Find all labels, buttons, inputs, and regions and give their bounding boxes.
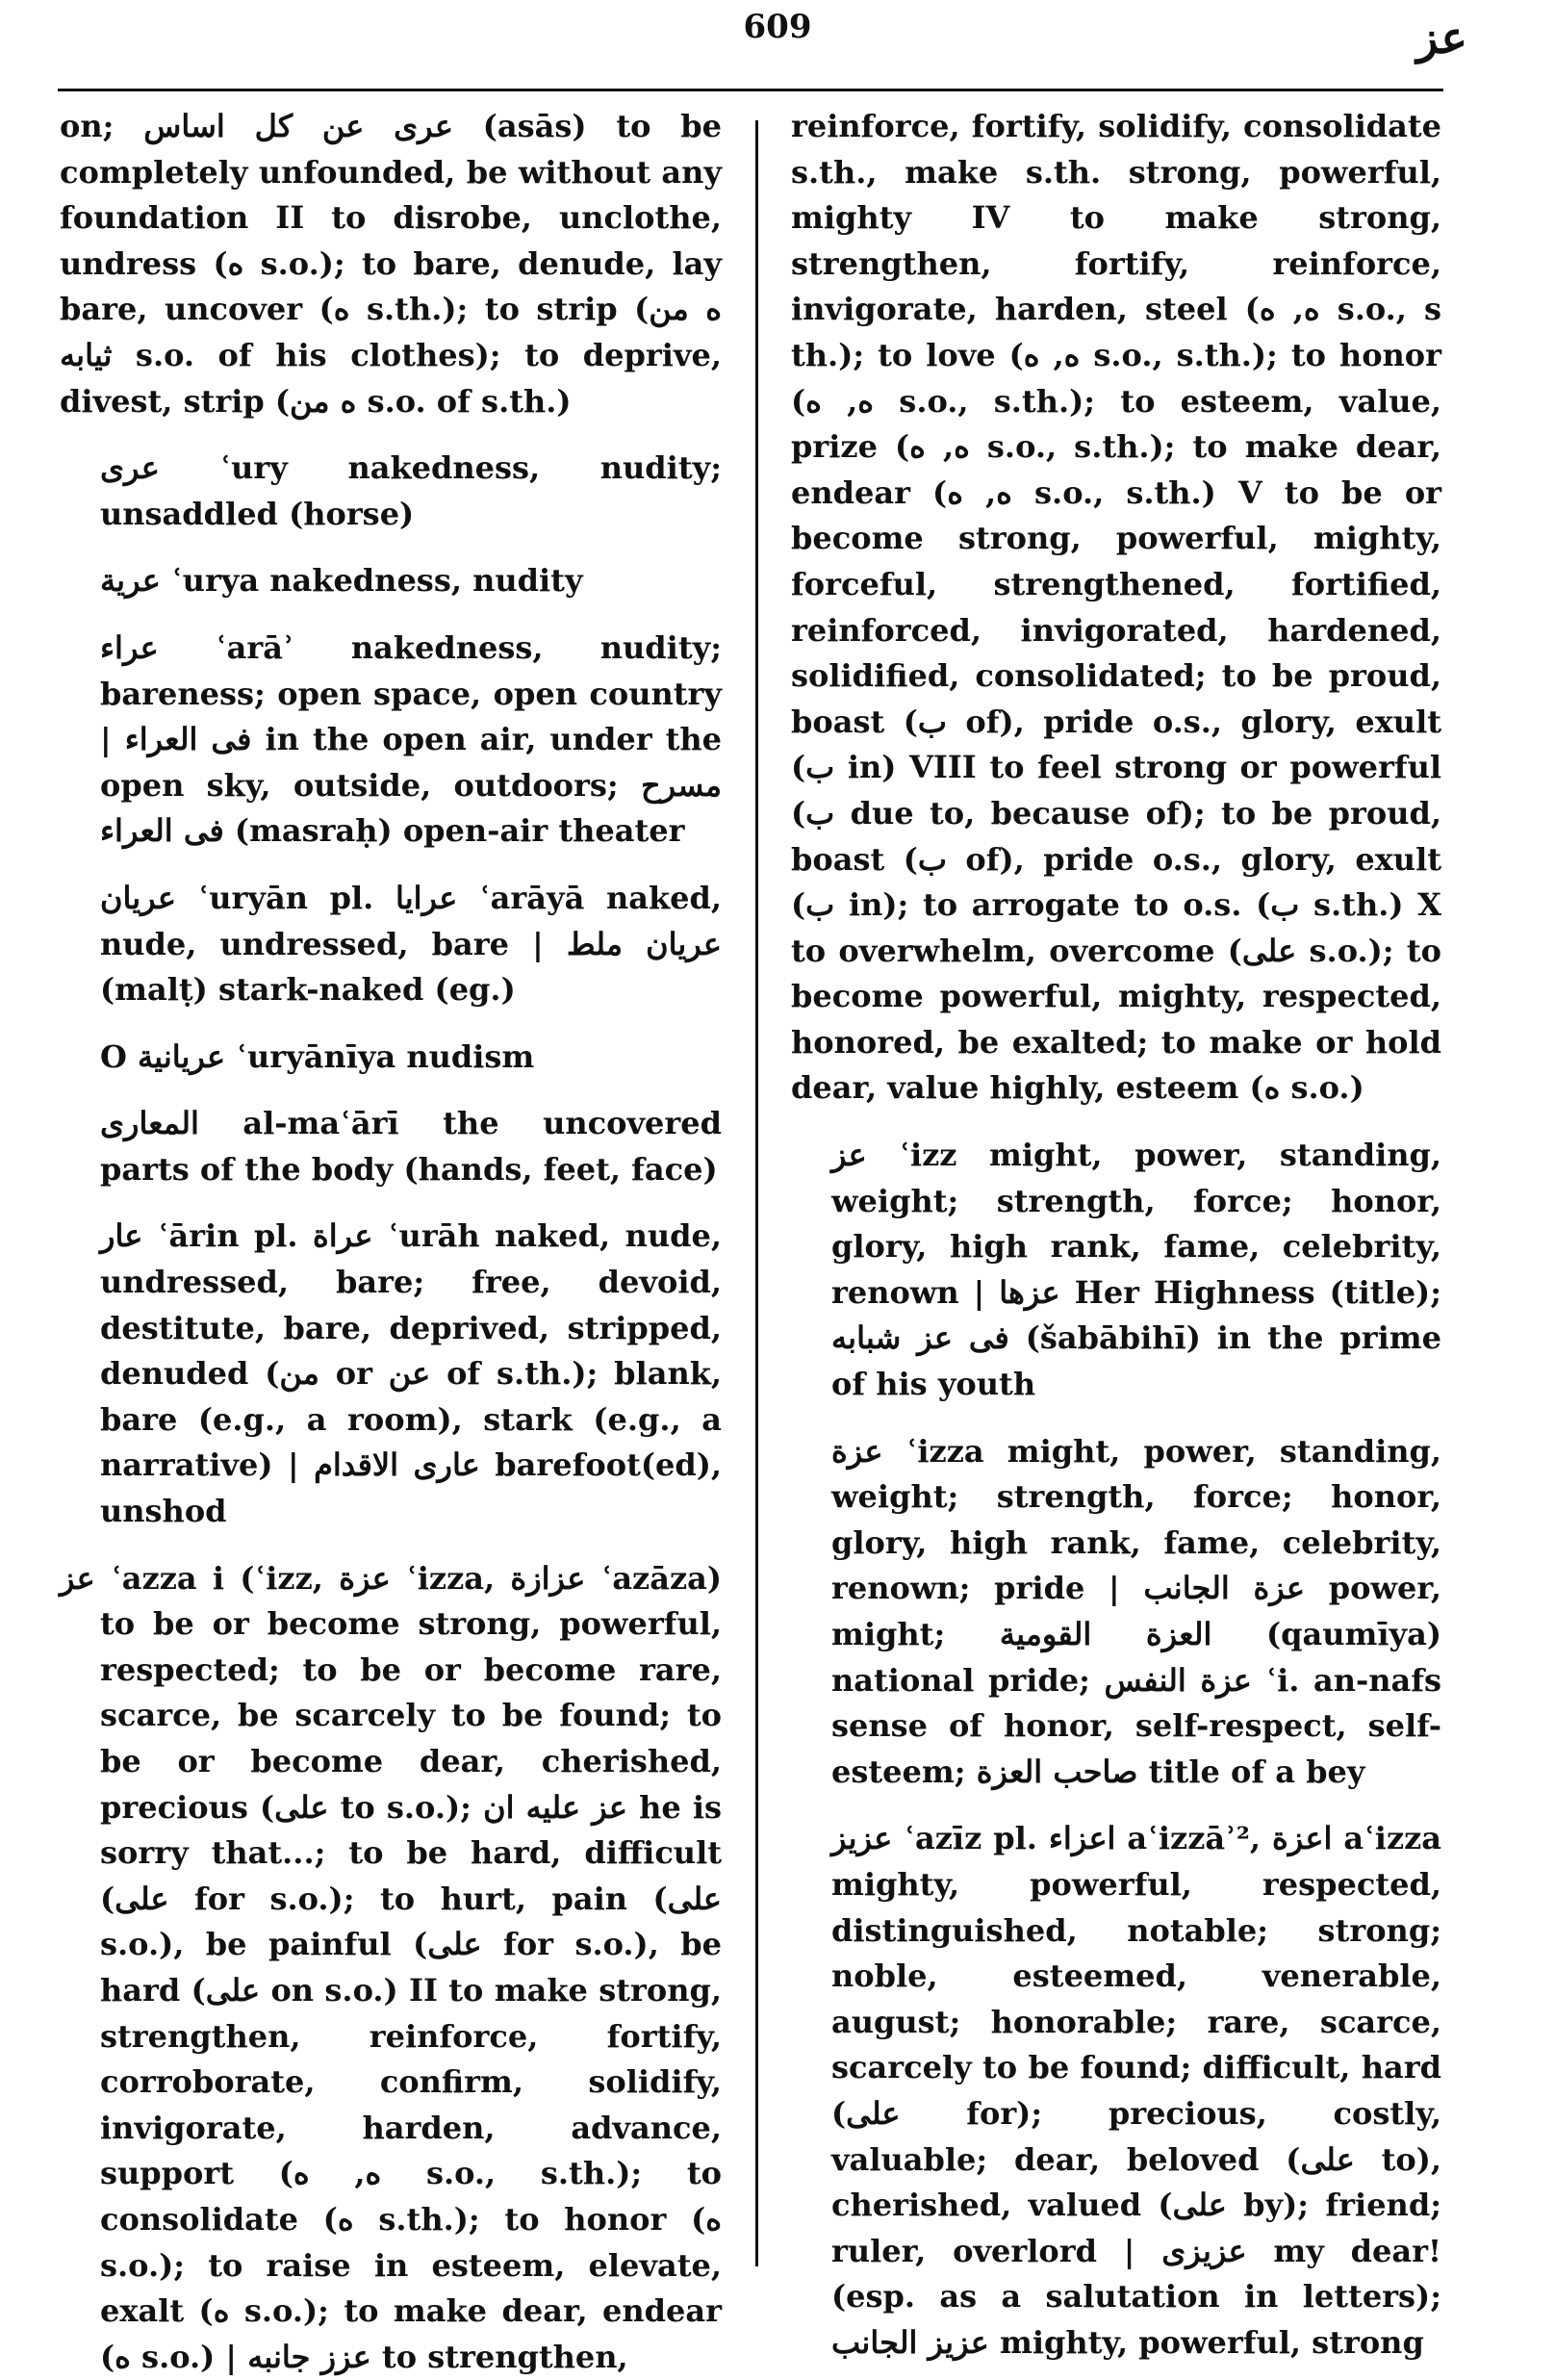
entry-aziz: عزيز ʿazīz pl. اعزاء aʿizzāʾ², اعزة aʿizza mighty, powerful, respected, distinguished, notable; strong; noble, esteemed, venerable, august; honorable; rare, scarce, scarcely to be found; difficult, hard (على for); precious, costly, valuable; dear, beloved (على to), cherished, valued (على by); friend; ruler, overlord | عزيزى my dear! (esp. as a salutation in letters); عزيز الجانب mighty, powerful, strong	[831, 1820, 1442, 2361]
entry-azza-continuation: reinforce, fortify, solidify, consolidate s.th., make s.th. strong, powerful, mighty IV to make strong, strengthen, fortify, reinforce, invigorate, harden, steel (ه, ه s.o., s th.); to love (ه, ه s.o., s.th.); to honor (ه, ه s.o., s.th.); to esteem, value, prize (ه, ه s.o., s.th.); to make dear, endear (ه, ه s.o., s.th.) V to be or become strong, powerful, mighty, forceful, strengthened, fortified, reinforced, invigorated, hardened, solidified, consolidated; to be proud, boast (ب of), pride o.s., glory, exult (ب in) VIII to feel strong or powerful (ب due to, because of); to be proud, boast (ب of), pride o.s., glory, exult (ب in); to arrogate to o.s. (ب s.th.) X to overwhelm, overcome (على s.o.); to become powerful, mighty, respected, honored, be exalted; to make or hold dear, value highly, esteem (ه s.o.)	[791, 108, 1442, 1107]
entry-al-maari: المعارى al-maʿārī the uncovered parts of the body (hands, feet, face)	[100, 1105, 722, 1188]
entry-uryan: عريان ʿuryān pl. عرايا ʿarāyā naked, nude, undressed, bare | عريان ملط (malṭ) stark-naked (eg.)	[100, 879, 723, 1009]
entry-continuation: on; عرى عن كل اساس (asās) to be completely unfounded, be without any foundation II to disrobe, unclothe, undress (ه s.o.); to bare, denude, lay bare, uncover (ه s.th.); to strip (ه من ثيابه s.o. of his clothes); to deprive, divest, strip (ه من s.o. of s.th.)	[60, 108, 723, 420]
page-number: 609	[743, 8, 812, 46]
right-column	[791, 104, 1441, 2367]
entry-ury: عرى ʿury nakedness, nudity; unsaddled (horse)	[100, 449, 722, 532]
entry-izza: عزة ʿizza might, power, standing, weight; strength, force; honor, glory, high rank, fame, celebrity, renown; pride | عزة الجانب power, might; العزة القومية (qaumīya) national pride; عزة النفس ʿi. an-nafs sense of honor, self-respect, self-esteem; صاحب العزة title of a bey	[831, 1432, 1442, 1790]
entry-azza-root: عز ʿazza i (ʿizz, عزة ʿizza, عزازة ʿazāza) to be or become strong, powerful, respected; to be or become rare, scarce, be scarcely to be found; to be or become dear, cherished, precious (على to s.o.); عز عليه ان he is sorry that...; to be hard, difficult (على for s.o.); to hurt, pain (على s.o.), be painful (على for s.o.), be hard (على on s.o.) II to make strong, strengthen, reinforce, fortify, corroborate, confirm, solidify, invigorate, harden, advance, support (ه, ه s.o., s.th.); to consolidate (ه s.th.); to honor (ه s.o.); to raise in esteem, elevate, exalt (ه s.o.); to make dear, endear (ه s.o.) | عزز جانبه to strengthen,	[60, 1559, 723, 2375]
entry-izz: عز ʿizz might, power, standing, weight; strength, force; honor, glory, high rank, fame, celebrity, renown | عزها Her Highness (title); فى عز شبابه (šabābihī) in the prime of his youth	[831, 1137, 1442, 1403]
header-rule	[58, 89, 1443, 91]
left-column	[60, 104, 722, 2380]
running-head-word: عز	[1416, 12, 1467, 64]
entry-urya: عرية ʿurya nakedness, nudity	[100, 562, 583, 600]
entry-ara: عراء ʿarāʾ nakedness, nudity; bareness; open space, open country | فى العراء in the open air, under the open sky, outside, outdoors; مسرح فى العراء (masraḥ) open-air theater	[100, 628, 723, 850]
column-divider	[755, 120, 758, 2266]
entry-uryaniya: O عريانية ʿuryānīya nudism	[100, 1037, 535, 1075]
entry-arin: عار ʿārin pl. عراة ʿurāh naked, nude, undressed, bare; free, devoid, destitute, bare, deprived, stripped, denuded (من or عن of s.th.); blank, bare (e.g., a room), stark (e.g., a narrative) | عارى الاقدام barefoot(ed), unshod	[100, 1217, 723, 1530]
